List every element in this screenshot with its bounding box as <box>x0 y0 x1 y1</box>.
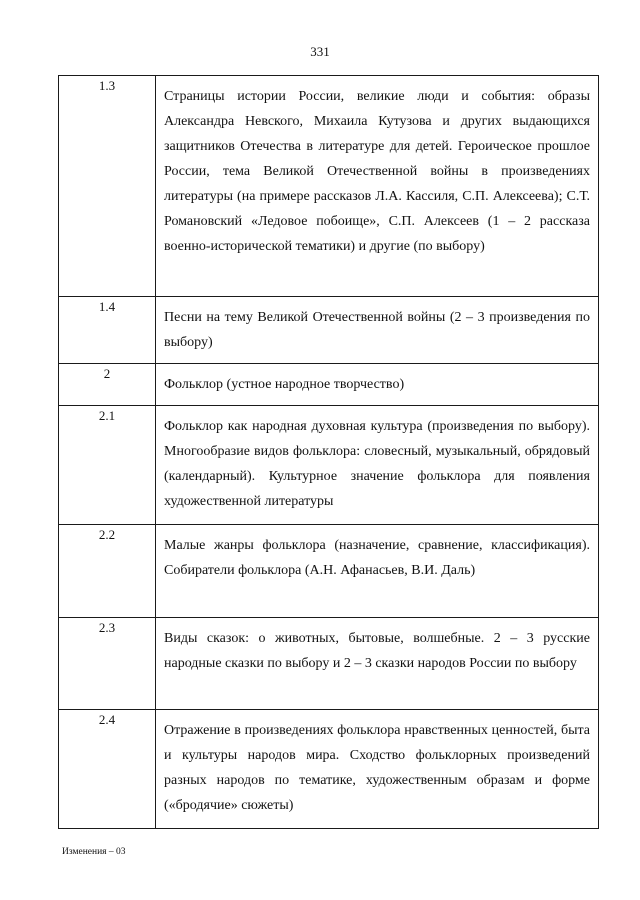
page-number: 331 <box>310 44 330 59</box>
row-number: 2.2 <box>59 525 156 618</box>
table-row <box>59 297 599 364</box>
row-number: 2.3 <box>59 618 156 710</box>
row-text: Виды сказок: о животных, бытовые, волшебные. 2 – 3 русские народные сказки по выбору и 2 – 3 сказки народов России по выбору <box>156 618 599 710</box>
row-text: Малые жанры фольклора (назначение, сравнение, классификация). Собиратели фольклора (А.Н. Афанасьев, В.И. Даль) <box>156 525 599 618</box>
row-text: Страницы истории России, великие люди и события: образы Александра Невского, Михаила Кутузова и других выдающихся защитников Отечества в литературе для детей. Героическое прошлое России, тема Великой Отечественной войны в произведениях литературы (на примере рассказов Л.А. Кассиля, С.П. Алексеева); С.Т. Романовский «Ледовое побоище», С.П. Алексеев (1 – 2 рассказа военно-исторической тематики) и другие (по выбору) <box>156 76 599 297</box>
table-row <box>59 618 599 710</box>
row-text: Песни на тему Великой Отечественной войны (2 – 3 произведения по выбору) <box>156 297 599 364</box>
row-text: Фольклор (устное народное творчество) <box>156 364 599 406</box>
table-row <box>59 710 599 829</box>
row-number: 2.1 <box>59 406 156 525</box>
table-row <box>59 406 599 525</box>
row-text: Фольклор как народная духовная культура (произведения по выбору). Многообразие видов фольклора: словесный, музыкальный, обрядовый (календарный). Культурное значение фольклора для появления художественной литературы <box>156 406 599 525</box>
row-text: Отражение в произведениях фольклора нравственных ценностей, быта и культуры народов мира. Сходство фольклорных произведений разных народов по тематике, художественным образам и форме («бродячие» сюжеты) <box>156 710 599 829</box>
table-row <box>59 76 599 297</box>
content-table <box>58 75 599 829</box>
table-row <box>59 364 599 406</box>
row-number: 1.3 <box>59 76 156 297</box>
row-number: 2.4 <box>59 710 156 829</box>
row-number: 2 <box>59 364 156 406</box>
footer-note: Изменения – 03 <box>62 847 126 857</box>
row-number: 1.4 <box>59 297 156 364</box>
table-row <box>59 525 599 618</box>
